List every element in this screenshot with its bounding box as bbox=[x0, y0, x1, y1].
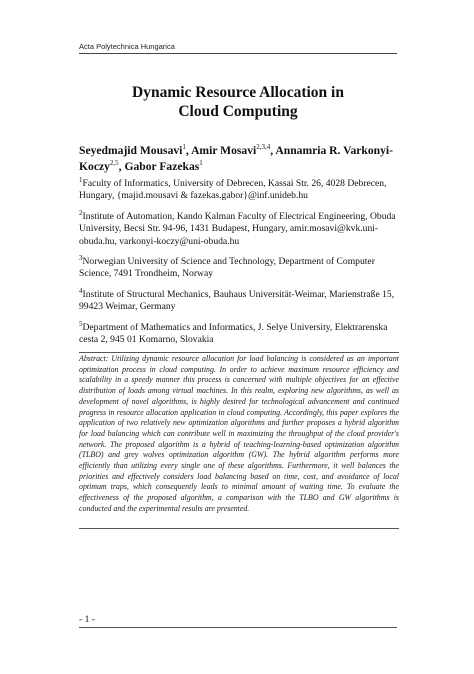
affiliation-text: Norwegian University of Science and Technology, Department of Computer Science, 7491 Trondheim, Norway bbox=[79, 256, 375, 280]
affiliation bbox=[79, 175, 401, 203]
page-number: - 1 - bbox=[79, 614, 95, 625]
affiliation-list bbox=[79, 175, 401, 354]
footer-divider bbox=[79, 627, 397, 628]
paper-title bbox=[79, 83, 397, 121]
author-separator: , bbox=[185, 144, 192, 157]
abstract: Abstract: Utilizing dynamic resource allocation for load balancing is considered as an important optimization process in cloud computing. In order to achieve maximum resource efficiency and scalability in a speedy manner this process is concerned with multiple objectives for an effective distribution of loads among virtual machines. In this realm, exploring new algorithms, as well as development of novel algorithms, is highly desired for technological advancement and continued progress in resource allocation application in cloud computing. Accordingly, this paper explores the application of two relatively new optimization algorithms and further proposes a hybrid algorithm for load balancing which can contribute well in maximizing the throughput of the cloud provider's network. The proposed algorithm is a hybrid of teaching-learning-based optimization algorithm (TLBO) and grey wolves optimization algorithm (GW). The hybrid algorithm performs more efficiently than utilizing every single one of these algorithms. Furthermore, it well balances the priorities and effectively considers load balancing based on time, cost, and avoidance of local optimum traps, which consequently leads to minimal amount of waiting time. To evaluate the effectiveness of the proposed algorithm, a comparison with the TLBO and GW algorithms is conducted and the experimental results are presented. bbox=[79, 354, 399, 513]
affiliation-number: 5 bbox=[79, 319, 83, 328]
affiliation bbox=[79, 319, 401, 347]
author-affiliation-marker: 1 bbox=[182, 143, 186, 152]
affiliation-number: 2 bbox=[79, 208, 83, 217]
abstract-top-rule bbox=[79, 352, 399, 353]
affiliation-text: Faculty of Informatics, University of Debrecen, Kassai Str. 26, 4028 Debrecen, Hungary, {majid.mousavi & fazekas.gabor}@inf.unideb.hu bbox=[79, 178, 387, 202]
affiliation-text: Institute of Structural Mechanics, Bauhaus Universität-Weimar, Marienstraße 15, 99423 Weimar, Germany bbox=[79, 288, 395, 313]
affiliation bbox=[79, 208, 401, 248]
author-name: Amir Mosavi bbox=[191, 144, 257, 157]
header-divider bbox=[79, 53, 397, 54]
affiliation-number: 3 bbox=[79, 253, 83, 262]
abstract-bottom-rule bbox=[79, 528, 399, 529]
author-name: Seyedmajid Mousavi bbox=[79, 144, 183, 157]
affiliation-text: Department of Mathematics and Informatics, J. Selye University, Elektrarenska cesta 2, 945 01 Komarno, Slovakia bbox=[79, 321, 388, 346]
title-line-1: Dynamic Resource Allocation in bbox=[132, 84, 344, 101]
running-head: Acta Polytechnica Hungarica bbox=[79, 42, 175, 51]
author-affiliation-marker: 2,3,4 bbox=[256, 143, 271, 152]
author-name: Annamria R. Varkonyi-Koczy bbox=[79, 144, 393, 173]
author-name: Gabor Fazekas bbox=[124, 160, 200, 173]
author-separator: , bbox=[118, 160, 125, 173]
title-line-2: Cloud Computing bbox=[178, 103, 298, 120]
affiliation-number: 4 bbox=[79, 286, 83, 295]
affiliation-number: 1 bbox=[79, 175, 83, 184]
affiliation bbox=[79, 253, 401, 281]
author-separator: , bbox=[270, 144, 276, 157]
affiliation bbox=[79, 286, 401, 314]
author-affiliation-marker: 2,5 bbox=[109, 159, 119, 168]
affiliation-text: Institute of Automation, Kando Kalman Faculty of Electrical Engineering, Obuda University, Becsi Str. 94-96, 1431 Budapest, Hungary, amir.mosavi@kvk.uni-obuda.hu, varkonyi-koczy@uni-obuda.hu bbox=[79, 210, 396, 247]
author-list bbox=[79, 143, 401, 175]
author-affiliation-marker: 1 bbox=[199, 159, 203, 168]
